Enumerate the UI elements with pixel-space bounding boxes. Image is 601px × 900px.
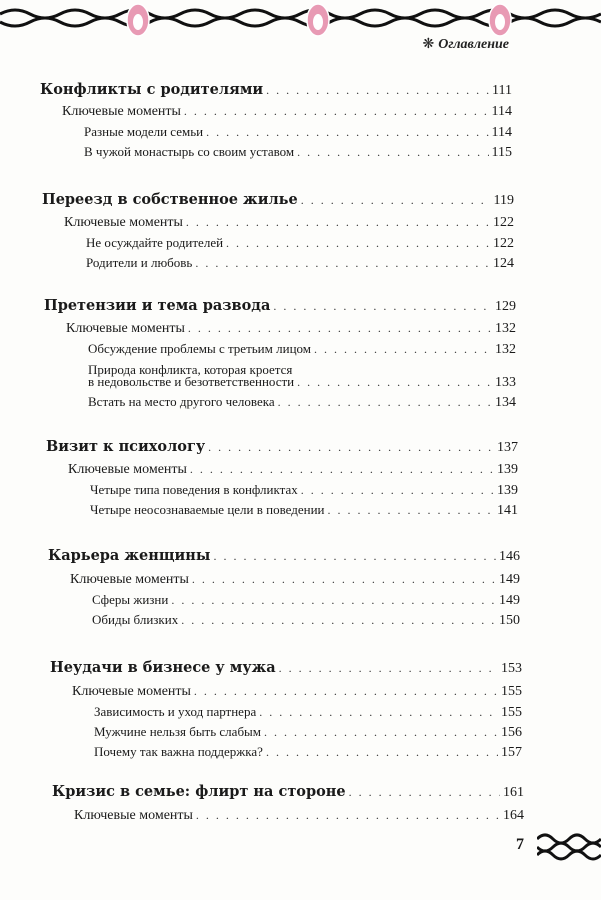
toc-page-number: 114: [491, 104, 512, 119]
toc-entry-title: Почему так важна поддержка?: [94, 744, 263, 759]
toc-page-number: 134: [495, 395, 516, 410]
toc-entry[interactable]: [64, 215, 514, 231]
toc-entry[interactable]: [94, 704, 522, 721]
toc-entry-title: Ключевые моменты: [70, 572, 189, 587]
toc-entry-title: Ключевые моменты: [66, 321, 185, 336]
toc-chapter-title: Визит к психологу: [46, 438, 206, 455]
toc-page-number: 119: [493, 193, 514, 208]
toc-page-number: 124: [493, 256, 514, 271]
toc-page-number: 111: [492, 83, 512, 98]
toc-entry-title: Ключевые моменты: [62, 104, 181, 119]
toc-entry-title: В чужой монастырь со своим уставом: [84, 144, 295, 159]
toc-entry-title: Сферы жизни: [92, 592, 169, 607]
toc-entry-title: Обиды близких: [92, 612, 179, 627]
toc-entry-title: в недовольстве и безответственности: [88, 374, 295, 389]
toc-page-number: 149: [499, 572, 520, 587]
toc-entry[interactable]: [88, 341, 516, 358]
toc-page-number: 150: [499, 613, 520, 628]
toc-entry-title: Ключевые моменты: [68, 462, 187, 477]
toc-chapter[interactable]: [50, 659, 522, 677]
toc-entry-title: Четыре неосознаваемые цели в поведении: [90, 502, 325, 517]
toc-page-number: 114: [491, 125, 512, 140]
toc-entry-title: Обсуждение проблемы с третьим лицом: [88, 341, 311, 356]
toc-entry[interactable]: [68, 462, 518, 478]
toc-page-number: 122: [493, 215, 514, 230]
snowflake-star-icon: ❋: [422, 37, 435, 52]
toc-entry[interactable]: [90, 482, 518, 499]
toc-entry[interactable]: [90, 502, 518, 519]
toc-page-number: 157: [501, 745, 522, 760]
toc-chapter[interactable]: [52, 783, 524, 801]
toc-chapter-title: Конфликты с родителями: [40, 81, 264, 98]
toc-page-number: 139: [497, 462, 518, 477]
toc-chapter[interactable]: [42, 191, 514, 209]
toc-chapter-title: Переезд в собственное жилье: [42, 191, 298, 208]
page-number: 7: [516, 836, 524, 853]
toc-page-number: 141: [497, 503, 518, 518]
toc-chapter-title: Претензии и тема развода: [44, 297, 271, 314]
toc-entry[interactable]: [72, 684, 522, 700]
toc-entry[interactable]: [70, 572, 520, 588]
toc-entry[interactable]: [88, 394, 516, 411]
toc-chapter[interactable]: [44, 297, 516, 315]
toc-page-number: 137: [497, 440, 518, 455]
toc-entry-title: Ключевые моменты: [72, 684, 191, 699]
toc-entry-title: Ключевые моменты: [74, 808, 193, 823]
toc-page-number: 132: [495, 321, 516, 336]
toc-entry-title: Мужчине нельзя быть слабым: [94, 724, 262, 739]
toc-entry[interactable]: [62, 104, 512, 120]
toc-page-number: 155: [501, 684, 522, 699]
toc-entry[interactable]: [86, 235, 514, 252]
toc-page-number: 133: [495, 375, 516, 390]
toc-page-number: 149: [499, 593, 520, 608]
toc-entry[interactable]: [84, 144, 512, 161]
toc-chapter[interactable]: [46, 438, 518, 456]
toc-entry-title: Ключевые моменты: [64, 215, 183, 230]
toc-entry[interactable]: [74, 808, 524, 824]
toc-entry[interactable]: [88, 374, 516, 391]
toc-entry-title: Не осуждайте родителей: [86, 235, 224, 250]
toc-page-number: 161: [503, 785, 524, 800]
toc-page-number: 132: [495, 342, 516, 357]
toc-entry-title: Зависимость и уход партнера: [94, 704, 257, 719]
toc-entry[interactable]: [94, 744, 522, 761]
toc-entry[interactable]: [86, 255, 514, 272]
toc-page-number: 129: [495, 299, 516, 314]
toc-page-number: 155: [501, 705, 522, 720]
toc-chapter[interactable]: [40, 81, 512, 99]
toc-chapter[interactable]: [48, 547, 520, 565]
toc-entry[interactable]: [94, 724, 522, 741]
toc-entry-title: Родители и любовь: [86, 255, 193, 270]
toc-page-number: 153: [501, 661, 522, 676]
toc-chapter-title: Карьера женщины: [48, 547, 211, 564]
toc-entry-title-line1: Природа конфликта, которая кроется: [88, 362, 293, 377]
toc-page-number: 164: [503, 808, 524, 823]
header-title: Оглавление: [438, 37, 509, 52]
toc-entry-title: Четыре типа поведения в конфликтах: [90, 482, 298, 497]
toc-entry-title: Разные модели семьи: [84, 124, 204, 139]
toc-chapter-title: Кризис в семье: флирт на стороне: [52, 783, 346, 800]
toc-entry[interactable]: [92, 612, 520, 629]
toc-entry[interactable]: [92, 592, 520, 609]
toc-page-number: 115: [491, 145, 512, 160]
toc-page-number: 156: [501, 725, 522, 740]
toc-page-number: 139: [497, 483, 518, 498]
toc-page-number: 146: [499, 549, 520, 564]
toc-entry-title: Встать на место другого человека: [88, 394, 275, 409]
toc-entry[interactable]: [66, 321, 516, 337]
toc-chapter-title: Неудачи в бизнесе у мужа: [50, 659, 276, 676]
toc-entry[interactable]: [84, 124, 512, 141]
toc-page-number: 122: [493, 236, 514, 251]
